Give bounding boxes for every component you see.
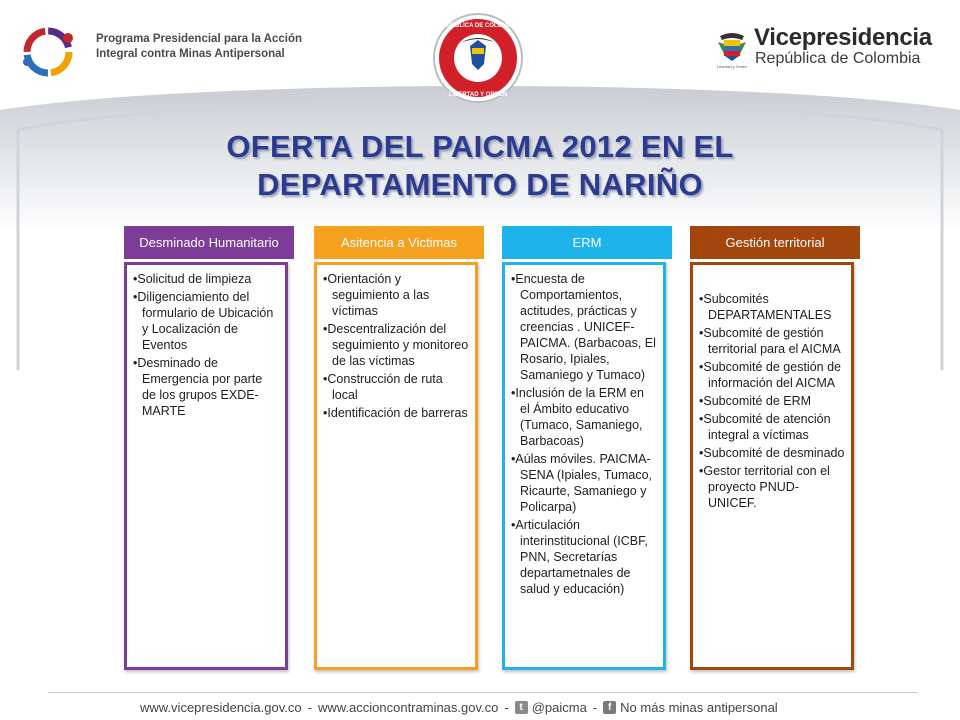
column-header-erm: ERM [502, 226, 672, 259]
footer-divider [48, 692, 918, 693]
vicepresidencia-emblem-icon [714, 28, 750, 64]
header [0, 0, 960, 100]
facebook-icon[interactable]: f [603, 701, 616, 714]
svg-text:LIBERTAD Y ORDEN: LIBERTAD Y ORDEN [448, 92, 508, 98]
program-line-2: Integral contra Minas Antipersonal [96, 48, 285, 60]
column-list [505, 265, 663, 597]
list-item: • Subcomité de desminado [699, 445, 845, 461]
title-line-1: OFERTA DEL PAICMA 2012 EN EL [226, 129, 734, 164]
list-item: • Subcomité de atención integral a víctimas [699, 411, 845, 443]
list-item: • Subcomité de ERM [699, 393, 845, 409]
list-item: • Gestor territorial con el proyecto PNUD-UNICEF. [699, 463, 845, 511]
list-item: • Aúlas móviles. PAICMA-SENA (Ipiales, Tumaco, Ricaurte, Samaniego y Policarpa) [511, 451, 657, 515]
column-box-erm [502, 262, 666, 670]
list-item: • Orientación y seguimiento a las víctimas [323, 271, 469, 319]
list-item: • Subcomité de gestión de información del AICMA [699, 359, 845, 391]
footer-facebook-page[interactable]: No más minas antipersonal [620, 699, 778, 715]
vicepresidencia-title: Vicepresidencia [754, 24, 932, 51]
list-item: • Solicitud de limpieza [133, 271, 279, 287]
twitter-icon[interactable]: t [515, 701, 528, 714]
page-title [100, 128, 860, 204]
footer-separator: - [504, 699, 509, 715]
list-item: • Identificación de barreras [323, 405, 469, 421]
list-item: • Inclusión de la ERM en el Ámbito educativo (Tumaco, Samaniego, Barbacoas) [511, 385, 657, 449]
footer-link-vicepresidencia[interactable]: www.vicepresidencia.gov.co [140, 699, 302, 715]
column-list [317, 265, 475, 421]
paicma-logo-icon [18, 22, 78, 82]
column-list [693, 265, 851, 511]
program-name [96, 32, 316, 62]
vp-motto: Libertad y Orden [717, 64, 747, 69]
column-box-desminado [124, 262, 288, 670]
list-item: • Descentralización del seguimiento y monitoreo de las víctimas [323, 321, 469, 369]
colombia-seal-icon [432, 12, 524, 104]
list-item: • Encuesta de Comportamientos, actitudes, prácticas y creencias . UNICEF-PAICMA. (Barbacoas, El Rosario, Ipiales, Samaniego y Tumaco) [511, 271, 657, 383]
footer-separator: - [307, 699, 312, 715]
list-item: • Construcción de ruta local [323, 371, 469, 403]
footer-link-accioncontraminas[interactable]: www.accioncontraminas.gov.co [317, 699, 499, 715]
list-item: • Subcomité de gestión territorial para el AICMA [699, 325, 845, 357]
list-item: • Articulación interinstitucional (ICBF, PNN, Secretarías departametnales de salud y educación) [511, 517, 657, 597]
footer-separator: - [592, 699, 598, 715]
column-header-desminado: Desminado Humanitario [124, 226, 294, 259]
list-item: • Diligenciamiento del formulario de Ubicación y Localización de Eventos [133, 289, 279, 353]
column-box-asistencia [314, 262, 478, 670]
svg-text:REPÚBLICA DE COLOMBIA: REPÚBLICA DE COLOMBIA [438, 23, 518, 29]
column-list [127, 265, 285, 419]
program-line-1: Programa Presidencial para la Acción [96, 33, 303, 45]
list-item: • Desminado de Emergencia por parte de los grupos EXDE-MARTE [133, 355, 279, 419]
column-box-gestion [690, 262, 854, 670]
column-header-gestion: Gestión territorial [690, 226, 860, 259]
title-line-2: DEPARTAMENTO DE NARIÑO [257, 167, 703, 202]
footer-twitter-handle[interactable]: @paicma [531, 699, 587, 715]
column-header-asistencia: Asitencia a Victimas [314, 226, 484, 259]
footer [140, 697, 860, 717]
vicepresidencia-subtitle: República de Colombia [755, 50, 921, 67]
list-item: • Subcomités DEPARTAMENTALES [699, 291, 845, 323]
